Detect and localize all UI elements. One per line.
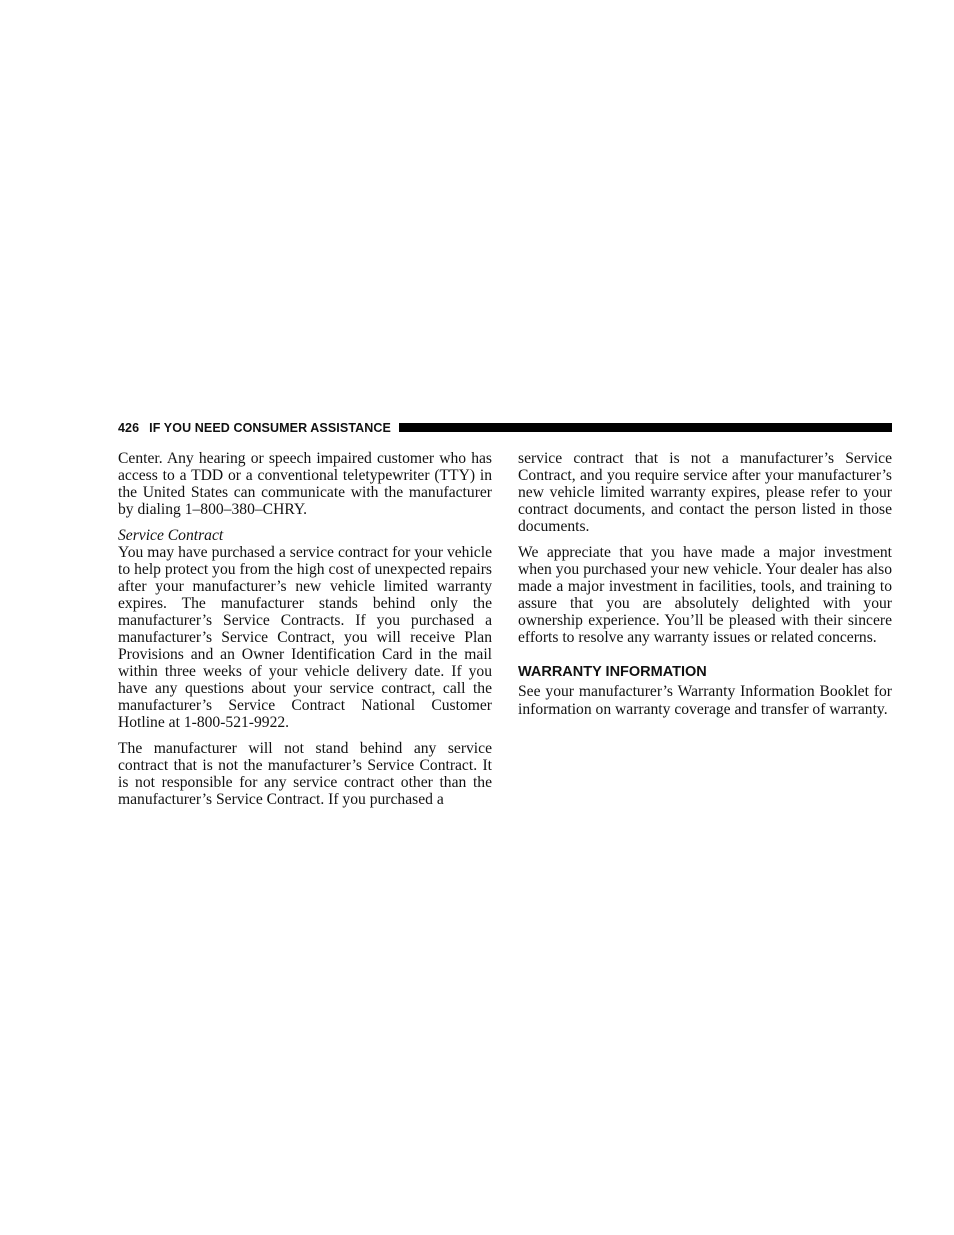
header-rule: [399, 423, 892, 432]
paragraph-tdd-access: Center. Any hearing or speech impaired customer who has access to a TDD or a conventional teletypewriter (TTY) in the United States can communicate with the manufacturer by dialing 1–800–380–CHRY.: [118, 450, 492, 518]
paragraph-warranty-information: See your manufacturer’s Warranty Information Booklet for information on warranty coverage and transfer of warranty.: [518, 683, 892, 718]
paragraph-service-contract: You may have purchased a service contract for your vehicle to help protect you from the high cost of unexpected repairs after your manufacturer’s new vehicle limited warranty expires. The manufacturer stands behind only the manufacturer’s Service Contracts. If you purchased a manufacturer’s Service Contract, you will receive Plan Provisions and an Owner Identification Card in the mail within three weeks of your vehicle delivery date. If you have any questions about your service contract, call the manufacturer’s Service Contract National Customer Hotline at 1-800-521-9922.: [118, 544, 492, 731]
warranty-information-heading: WARRANTY INFORMATION: [518, 664, 707, 680]
left-column: [118, 450, 492, 817]
right-column: [518, 450, 892, 728]
section-title: IF YOU NEED CONSUMER ASSISTANCE: [149, 420, 391, 435]
service-contract-heading: Service Contract: [118, 527, 224, 544]
paragraph-manufacturer-responsibility: The manufacturer will not stand behind any service contract that is not the manufacturer’s Service Contract. It is not responsible for any service contract other than the manufacturer’s Service Contract. If you purchased a: [118, 740, 492, 808]
paragraph-appreciation: We appreciate that you have made a major investment when you purchased your new vehicle. Your dealer has also made a major investment in facilities, tools, and training to assure that you are absolutely delighted with your ownership experience. You’ll be pleased with their sincere efforts to resolve any warranty issues or related concerns.: [518, 544, 892, 646]
page-number: 426: [118, 420, 140, 435]
paragraph-non-manufacturer-contract: service contract that is not a manufacturer’s Service Contract, and you require service after your manufacturer’s new vehicle limited warranty expires, please refer to your contract documents, and contact the person listed in those documents.: [518, 450, 892, 535]
page-header: [118, 419, 892, 436]
